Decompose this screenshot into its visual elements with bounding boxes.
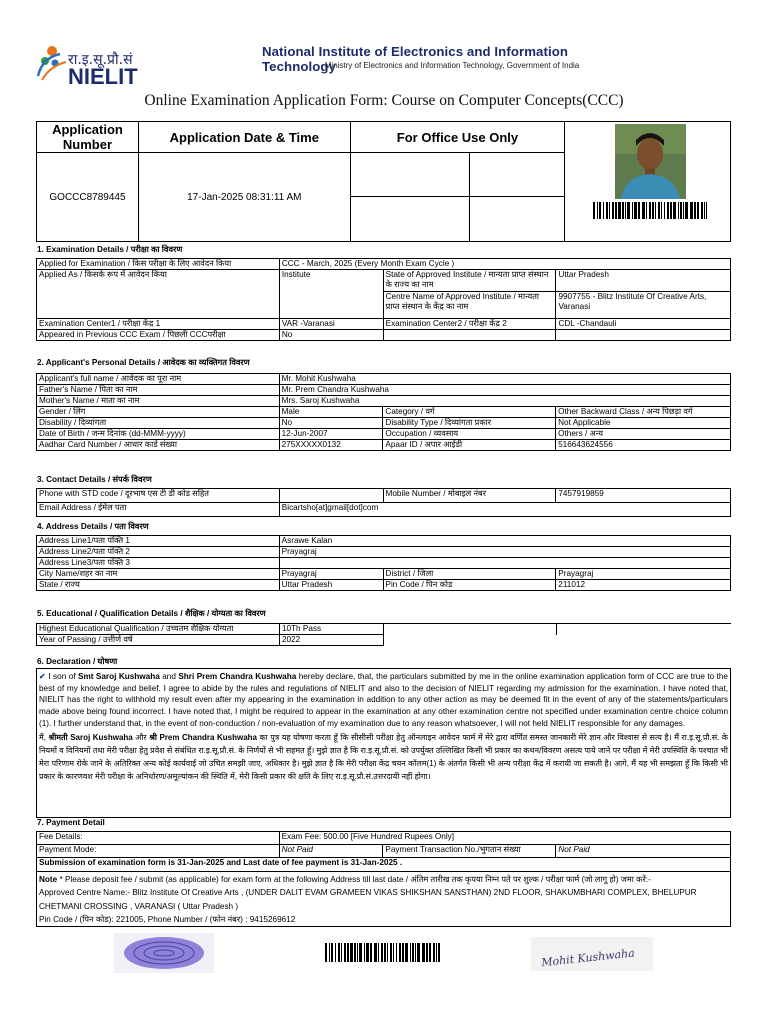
field-label: City Name/शहर का नाम — [37, 569, 280, 580]
barcode-bar — [374, 943, 377, 962]
application-number: GOCCC8789445 — [37, 153, 139, 242]
field-label: Father's Name / पिता का नाम — [37, 385, 280, 396]
section-title-personal: 2. Applicant's Personal Details / आवेदक का व्यक्तिगत विवरण — [37, 358, 250, 367]
barcode-bar — [697, 202, 699, 219]
barcode-bar — [359, 943, 362, 962]
field-label: Examination Center2 / परीक्षा केंद्र 2 — [383, 319, 556, 330]
barcode-bar — [399, 943, 401, 962]
barcode-bar — [433, 943, 435, 962]
application-date: 17-Jan-2025 08:31:11 AM — [138, 153, 350, 242]
field-value: Mr. Prem Chandra Kushwaha — [279, 385, 730, 396]
org-name: National Institute of Electronics and Information Technology — [262, 44, 569, 74]
barcode-bar — [341, 943, 342, 962]
barcode-bar — [393, 943, 394, 962]
barcode-bar — [685, 202, 688, 219]
field-value: CCC - March, 2025 (Every Month Exam Cycle ) — [279, 259, 730, 270]
barcode-bar — [706, 202, 707, 219]
applicant-signature — [531, 937, 653, 971]
field-label: Address Line1/पता पंक्ति 1 — [37, 536, 280, 547]
barcode-bar — [357, 943, 358, 962]
barcode-bar — [673, 202, 676, 219]
photo-cell — [565, 122, 731, 242]
field-label: Highest Educational Qualification / उच्चतम शैक्षिक योग्यता — [37, 624, 280, 635]
declaration-text: मैं, — [39, 732, 49, 742]
declaration-box — [36, 668, 731, 818]
field-value: Exam Fee: 500.00 [Five Hundred Rupees Only] — [279, 832, 730, 845]
field-label: Category / वर्ग — [383, 407, 556, 418]
field-label: District / जिला — [383, 569, 556, 580]
field-label: Address Line2/पता पंक्ति 2 — [37, 547, 280, 558]
approved-centre-address: Approved Centre Name:- Blitz Institute Of Creative Arts , (UNDER DALIT EVAM GRAMEEN VIKAS SHIKSHAN SANSTHAN) 2ND FLOOR, SHAKUMBHARI COMPLEX, BHELUPUR CHETMANI CROSSING , VARANASI ( Uttar Pradesh ) — [39, 888, 697, 911]
barcode-bar — [599, 202, 601, 219]
field-label: Date of Birth / जन्म दिनांक (dd-MMM-yyyy) — [37, 429, 280, 440]
field-value: Prayagraj — [279, 569, 383, 580]
barcode-bar — [344, 943, 346, 962]
declaration-text: and — [159, 672, 179, 681]
field-label: Mother's Name / माता का नाम — [37, 396, 280, 407]
section-title-exam: 1. Examination Details / परीक्षा का विवरण — [37, 245, 183, 254]
barcode-bar — [422, 943, 425, 962]
field-label: State / राज्य — [37, 580, 280, 591]
barcode-bar — [338, 943, 340, 962]
barcode-bar — [370, 943, 372, 962]
barcode-bar — [642, 202, 645, 219]
ministry-line: Ministry of Electronics and Information Technology, Government of India — [324, 61, 580, 70]
declaration-hindi — [39, 731, 728, 784]
field-label: Address Line3/पता पंक्ति 3 — [37, 558, 280, 569]
barcode-bar — [329, 943, 330, 962]
declaration-text: hereby declare, that, the particulars submitted by me in the online examination application form of CCC are true to the best of my knowledge and belief. I agree to abide by the rules and regulations of NIELIT and also to the decision of NIELIT regarding my admission for the examination. I have noted that, NIELIT has the right to withhold my result even after my appearing in the examination in addition to any other action as may be deemed fit in the event of any of the statements/particulars made above being found incorrect. I have noted that, I might be required to appear in the examination at any other examination centre not specified under examination centre choice column (1). I further understand that, in the event of non-conduction / non-evaluation of my examination due to any reason whatsoever, I will not held NIELIT responsible for any damages. — [39, 672, 728, 728]
field-value: Others / अन्य — [556, 429, 731, 440]
field-value — [279, 489, 383, 503]
field-value: No — [279, 418, 383, 429]
barcode-bar — [664, 202, 665, 219]
field-value: Asrawe Kalan — [279, 536, 730, 547]
barcode-bar — [438, 943, 440, 962]
barcode-bar — [350, 943, 353, 962]
barcode-bar — [670, 202, 672, 219]
field-label: Occupation / व्यवसाय — [383, 429, 556, 440]
centre-pin-phone: Pin Code / (पिन कोड): 221005, Phone Number / (फोन नंबर) : 9415269612 — [39, 914, 296, 924]
field-label: Email Address / ईमेल पता — [37, 503, 280, 517]
contact-details-table — [36, 488, 731, 517]
barcode-bar — [366, 943, 369, 962]
field-value — [279, 558, 730, 569]
field-value: 275XXXXX0132 — [279, 440, 383, 451]
address-details-table — [36, 535, 731, 591]
field-value: 2022 — [279, 635, 383, 646]
form-title: Online Examination Application Form: Course on Computer Concepts(CCC) — [144, 92, 624, 109]
field-value: Not Paid — [556, 845, 731, 858]
barcode-bar — [652, 202, 654, 219]
barcode-bar — [364, 943, 365, 962]
payment-note — [36, 871, 731, 927]
field-label: Disability / दिव्यांगता — [37, 418, 280, 429]
barcode-bar — [704, 202, 705, 219]
nielit-logo — [36, 36, 166, 92]
field-label: Pin Code / पिन कोड — [383, 580, 556, 591]
barcode-bar — [417, 943, 420, 962]
field-value: Prayagraj — [556, 569, 731, 580]
barcode-bar — [701, 202, 703, 219]
barcode-bar — [378, 943, 379, 962]
barcode-bar — [331, 943, 333, 962]
field-value: Institute — [279, 270, 383, 319]
barcode-bar — [655, 202, 656, 219]
barcode-bar — [381, 943, 383, 962]
payment-details-table — [36, 831, 731, 872]
section-title-declaration: 6. Declaration / घोषणा — [37, 657, 118, 666]
education-details-table — [36, 623, 731, 646]
barcode-bar — [625, 202, 626, 219]
field-label: Centre Name of Approved Institute / मान्यता प्राप्त संस्थान के केंद्र का नाम — [383, 292, 556, 319]
barcode-bar — [609, 202, 610, 219]
field-value: Not Applicable — [556, 418, 731, 429]
field-value: 211012 — [556, 580, 731, 591]
application-number-header: Application Number — [37, 122, 139, 153]
barcode-bar — [638, 202, 640, 219]
field-value: VAR -Varanasi — [279, 319, 383, 330]
field-label: Phone with STD code / दूरभाष एस टी डी कोड सहित — [37, 489, 280, 503]
application-summary-table — [36, 121, 731, 242]
field-label: Appeared in Previous CCC Exam / पिछली CCCपरीक्षा — [37, 330, 280, 341]
barcode-bar — [410, 943, 411, 962]
mother-name-hindi: श्रीमती Saroj Kushwaha — [48, 732, 133, 742]
field-value: Bicartsho[at]gmail[dot]com — [279, 503, 730, 517]
note-label: Note — [39, 875, 58, 884]
section-title-education: 5. Educational / Qualification Details / शैक्षिक / योग्यता का विवरण — [37, 609, 266, 618]
barcode-bar — [402, 943, 404, 962]
field-label: Aadhar Card Number / आधार कार्ड संख्या — [37, 440, 280, 451]
barcode-bar — [649, 202, 651, 219]
field-value: Not Paid — [279, 845, 383, 858]
field-value: 7457919859 — [556, 489, 731, 503]
applicant-photo — [615, 124, 686, 199]
field-value: Uttar Pradesh — [556, 270, 731, 292]
barcode-bar — [680, 202, 682, 219]
field-label: Applied for Examination / किस परीक्षा के लिए आवेदन किया — [37, 259, 280, 270]
field-value: 9907755 - Blitz Institute Of Creative Arts, Varanasi — [556, 292, 731, 319]
barcode-bar — [632, 202, 633, 219]
field-label: Applicant's full name / आवेदक का पूरा नाम — [37, 374, 280, 385]
exam-details-table — [36, 258, 731, 341]
office-use-box — [350, 153, 470, 242]
section-title-contact: 3. Contact Details / संपर्क विवरण — [37, 475, 152, 484]
submission-note: Submission of examination form is 31-Jan-2025 and Last date of fee payment is 31-Jan-2025 . — [37, 858, 731, 872]
field-value: Prayagraj — [279, 547, 730, 558]
barcode-bar — [412, 943, 414, 962]
barcode-bar — [661, 202, 662, 219]
application-date-header: Application Date & Time — [138, 122, 350, 153]
barcode-bar — [606, 202, 608, 219]
barcode-bar — [690, 202, 693, 219]
field-value: Uttar Pradesh — [279, 580, 383, 591]
field-label: Payment Transaction No./भुगतान संख्या — [383, 845, 556, 858]
mother-name: Smt Saroj Kushwaha — [77, 672, 160, 681]
logo-text: NIELIT — [68, 64, 138, 89]
barcode-bar — [354, 943, 356, 962]
field-label: Gender / लिंग — [37, 407, 280, 418]
field-value: Other Backward Class / अन्य पिछड़ा वर्ग — [556, 407, 731, 418]
barcode-bar — [627, 202, 630, 219]
field-value: No — [279, 330, 383, 341]
signature-text: Mohit Kushwaha — [540, 946, 636, 970]
personal-details-table — [36, 373, 731, 451]
field-label: Disability Type / दिव्यांगता प्रकार — [383, 418, 556, 429]
barcode-bar — [622, 202, 624, 219]
barcode-bar — [646, 202, 647, 219]
barcode-bar — [384, 943, 386, 962]
barcode-bar — [618, 202, 621, 219]
barcode-bar — [634, 202, 637, 219]
field-value: Mrs. Saroj Kushwaha — [279, 396, 730, 407]
office-use-box — [470, 153, 565, 242]
logo-hindi-text: रा.इ.सू.प्रौ.सं — [68, 52, 133, 68]
declaration-text: और — [132, 732, 150, 742]
barcode-bar — [325, 943, 327, 962]
barcode-bar — [683, 202, 684, 219]
barcode-bar — [415, 943, 416, 962]
barcode-bar — [405, 943, 408, 962]
note-text: * Please deposit fee / submit (as applicable) for exam form at the following Address till last date / अंतिम तारीख तक कृपया निम्न पते पर शुल्क / परीक्षा फार्म (जो लागू हो) जमा करें:- — [57, 875, 651, 884]
field-label: State of Approved Institute / मान्यता प्राप्त संस्थान के राज्य का नाम — [383, 270, 556, 292]
father-name-hindi: श्री Prem Chandra Kushwaha — [149, 732, 257, 742]
barcode-bar — [658, 202, 660, 219]
barcode-bar — [593, 202, 595, 219]
thumb-impression — [114, 933, 214, 973]
field-value: 10Th Pass — [279, 624, 383, 635]
barcode-bar — [436, 943, 437, 962]
barcode-bar — [678, 202, 679, 219]
barcode-bar — [615, 202, 617, 219]
barcode-bar — [603, 202, 604, 219]
top-barcode — [593, 202, 707, 224]
barcode-bar — [429, 943, 431, 962]
barcode-bar — [694, 202, 696, 219]
barcode-bar — [597, 202, 598, 219]
field-label: Apaar ID / अपार आईडी — [383, 440, 556, 451]
barcode-bar — [335, 943, 336, 962]
barcode-bar — [347, 943, 349, 962]
field-label: Examination Center1 / परीक्षा केंद्र 1 — [37, 319, 280, 330]
field-label: Year of Passing / उत्तीर्ण वर्ष — [37, 635, 280, 646]
declaration-text: का पुत्र यह घोषणा करता हूँ कि सीसीसी परीक्षा हेतु ऑनलाइन आवेदन फार्म में मेरे द्वारा वर्णित समस्त जानकारी मेरे ज्ञान और विश्वास से सत्य है। मैं रा.इ.सू.प्रौ.सं. के नियमों व विनियमों तथा मेरी परीक्षा हेतु प्रवेश से संबंधित रा.इ.सू.प्रौ.सं. के निर्णयों से भी सहमत हूँ। मुझे ज्ञात है कि रा.इ.सू.प्रौ.सं. को उपर्युक्त उल्लिखित किसी भी प्रकार का कथन/विवरण असत्य पाये जाने पर परीक्षा में मेरी उपस्थिति के पश्चात भी मेरा परिणाम रोके जाने के अतिरिक्त अन्य कोई कार्यवाई जो उचित समझी जाए, अधिकार है। मुझे ज्ञात है कि मेरी परीक्षा केंद्र चयन कॉलम(1) के अंतर्गत किसी भी अन्य परीक्षा केंद्र में करायी जा सकती है। आगे, मैं यह भी समझता हूँ कि किसी भी प्रकार के कारणवश मेरी परीक्षा के अनिर्धारण/अमूल्यांकन की स्थिति में, मेरी किसी प्रकार की क्षति के लिए रा.इ.सू.प्रौ.सं.उत्तरदायी नहीं होगा। — [39, 732, 729, 782]
bottom-barcode — [325, 943, 440, 966]
section-title-address: 4. Address Details / पता विवरण — [37, 522, 149, 531]
field-label: Mobile Number / मोबाइल नंबर — [383, 489, 556, 503]
office-use-header: For Office Use Only — [350, 122, 565, 153]
barcode-bar — [426, 943, 428, 962]
declaration-text: I son of — [48, 672, 78, 681]
barcode-bar — [612, 202, 614, 219]
field-value: Mr. Mohit Kushwaha — [279, 374, 730, 385]
field-value: Male — [279, 407, 383, 418]
field-label: Payment Mode: — [37, 845, 280, 858]
section-title-payment: 7. Payment Detail — [37, 818, 105, 827]
barcode-bar — [667, 202, 669, 219]
field-value: CDL -Chandauli — [556, 319, 731, 330]
barcode-bar — [387, 943, 388, 962]
field-label: Fee Details: — [37, 832, 280, 845]
field-value: 12-Jun-2007 — [279, 429, 383, 440]
field-value: 516643624556 — [556, 440, 731, 451]
field-label: Applied As / किसके रूप में आवेदन किया — [37, 270, 280, 319]
barcode-bar — [390, 943, 392, 962]
barcode-bar — [396, 943, 397, 962]
checkmark-icon: ✔ — [39, 672, 46, 681]
father-name: Shri Prem Chandra Kushwaha — [178, 672, 297, 681]
